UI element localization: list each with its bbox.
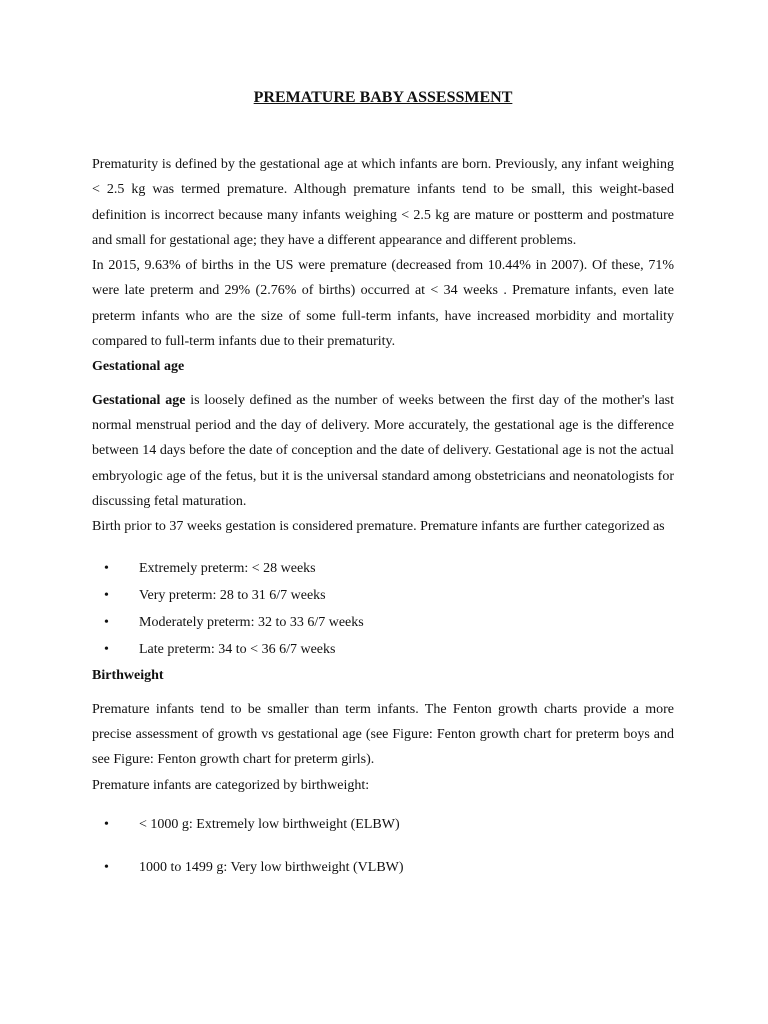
bullet-icon: • bbox=[104, 615, 109, 631]
bullet-icon: • bbox=[104, 642, 109, 658]
birthweight-paragraph-2: Premature infants are categorized by birthweight: bbox=[92, 777, 370, 793]
birthweight-paragraph-1: Premature infants tend to be smaller than term infants. The Fenton growth charts provide a more precise assessment of growth vs gestational age (see Figure: Fenton growth chart for preterm boys and see Figure: Fenton growth chart for preterm girls). bbox=[92, 701, 674, 768]
document-body bbox=[92, 84, 674, 897]
gestational-age-paragraph-2: Birth prior to 37 weeks gestation is considered premature. Premature infants are further categorized as bbox=[92, 519, 665, 535]
bullet-icon: • bbox=[104, 561, 109, 577]
list-item: • < 1000 g: Extremely low birthweight (ELBW) bbox=[92, 811, 674, 838]
gestational-age-term: Gestational age bbox=[92, 392, 186, 408]
list-item: • Very preterm: 28 to 31 6/7 weeks bbox=[92, 582, 674, 609]
birthweight-category-list bbox=[92, 811, 674, 881]
intro-paragraph-1: Prematurity is defined by the gestational age at which infants are born. Previously, any infant weighing < 2.5 kg was termed premature. Although premature infants tend to be small, this weight-based definition is incorrect because many infants weighing < 2.5 kg are mature or postterm and postmature and small for gestational age; they have a different appearance and different problems. bbox=[92, 157, 674, 248]
list-item: • Extremely preterm: < 28 weeks bbox=[92, 555, 674, 582]
prematurity-category-list bbox=[92, 555, 674, 663]
list-item: • 1000 to 1499 g: Very low birthweight (VLBW) bbox=[92, 854, 674, 881]
document-title: PREMATURE BABY ASSESSMENT bbox=[253, 89, 513, 106]
gestational-age-paragraph-1 bbox=[92, 388, 674, 514]
gestational-age-heading: Gestational age bbox=[92, 359, 185, 375]
list-item: • Moderately preterm: 32 to 33 6/7 weeks bbox=[92, 609, 674, 636]
intro-paragraph-2: In 2015, 9.63% of births in the US were premature (decreased from 10.44% in 2007). Of these, 71% were late preterm and 29% (2.76% of births) occurred at < 34 weeks . Premature infants, even late preterm infants who are the size of some full-term infants, have increased morbidity and mortality compared to full-term infants due to their prematurity. bbox=[92, 258, 674, 350]
birthweight-heading: Birthweight bbox=[92, 668, 164, 684]
gestational-age-definition: is loosely defined as the number of weeks between the first day of the mother's last normal menstrual period and the day of delivery. More accurately, the gestational age is the difference between 14 days before the date of conception and the date of delivery. Gestational age is not the actual embryologic age of the fetus, but it is the universal standard among obstetricians and neonatologists for discussing fetal maturation. bbox=[92, 392, 674, 509]
list-item: • Late preterm: 34 to < 36 6/7 weeks bbox=[92, 636, 674, 663]
bullet-icon: • bbox=[104, 859, 109, 875]
bullet-icon: • bbox=[104, 588, 109, 604]
bullet-icon: • bbox=[104, 816, 109, 832]
